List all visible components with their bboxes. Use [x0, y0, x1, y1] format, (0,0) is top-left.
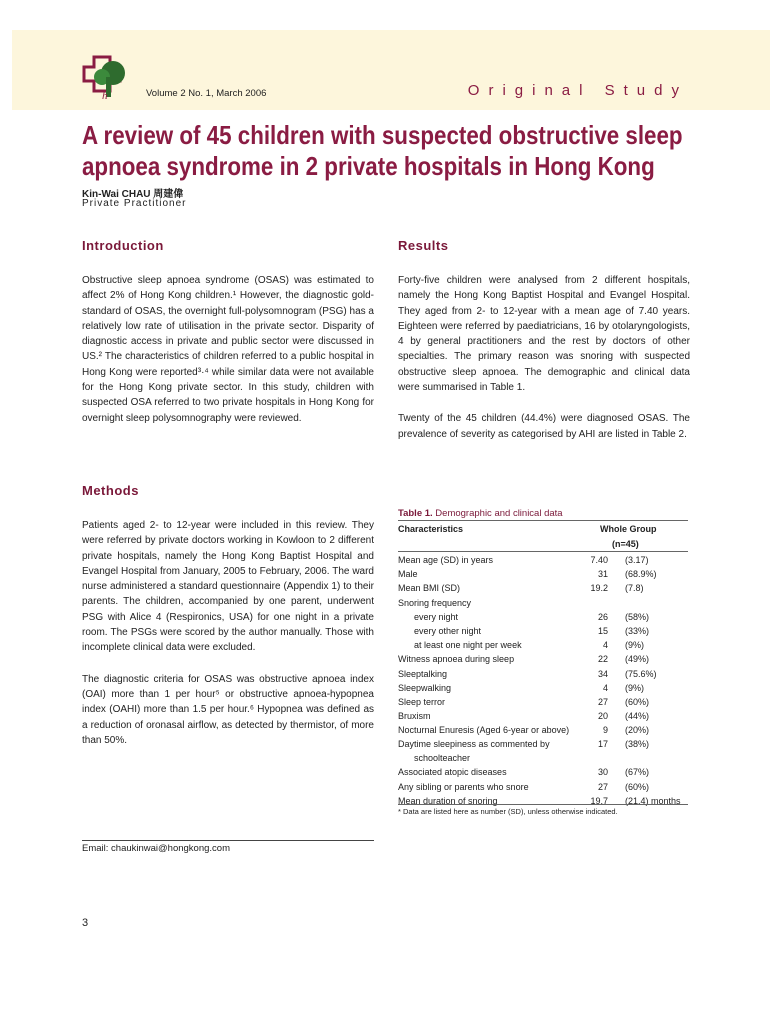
svg-text:h: h: [102, 90, 108, 101]
row-label: every other night: [414, 625, 482, 636]
author-email: Email: chaukinwai@hongkong.com: [82, 843, 230, 854]
methods-heading: Methods: [82, 483, 139, 498]
row-count: 30: [597, 767, 608, 778]
methods-paragraph-2: The diagnostic criteria for OSAS was obstructive apnoea index (OAI) more than 1 per hour⁵ or obstructive apnoea-hypopnea index (OAHI) more than 1.5 per hour.⁶ Hypopnea was defined as a reduction of oronasal airflow, as detected by thermistor, of more than 50%.: [82, 673, 374, 746]
table-row: [398, 738, 688, 766]
row-percent: (49%): [625, 654, 650, 665]
table-bottom-rule: [398, 804, 688, 805]
row-label: Mean duration of snoring: [398, 795, 498, 806]
table-row: [398, 611, 688, 625]
row-count: 9: [602, 725, 608, 736]
row-label: Bruxism: [398, 711, 431, 722]
row-label: Daytime sleepiness as commented by: [398, 739, 550, 750]
author-affiliation: Private Practitioner: [82, 198, 187, 209]
row-label: Snoring frequency: [398, 597, 472, 608]
row-percent: (20%): [625, 725, 650, 736]
title-line-1: A review of 45 children with suspected obstructive sleep: [82, 120, 683, 150]
row-percent: (21.4) months: [625, 795, 681, 806]
results-section: [398, 238, 690, 442]
row-percent: (9%): [625, 640, 645, 651]
footnote-divider: [82, 840, 374, 841]
row-label-continued: schoolteacher: [414, 753, 471, 764]
table-row: [398, 696, 688, 710]
table-row: [398, 568, 688, 582]
row-label: Any sibling or parents who snore: [398, 781, 529, 792]
header-characteristics: Characteristics: [398, 524, 464, 534]
table-caption: [398, 508, 563, 519]
row-count: 34: [597, 668, 608, 679]
results-paragraph-1: Forty-five children were analysed from 2 different hospitals, namely the Hong Kong Baptist Hospital and Evangel Hospital. They aged from 2- to 12-year with a mean age of 7.40 years. Eighteen were referred by paediatricians, 16 by otolaryngologists, 4 by general practitioners and the rest by doctors of other specialties. The primary reason was snoring with suspected obstructive sleep apnoea. The demographic and clinical data were summarised in Table 1.: [398, 275, 690, 394]
table-row: [398, 653, 688, 667]
row-count: 31: [597, 569, 608, 580]
introduction-section: [82, 238, 374, 426]
volume-issue: Volume 2 No. 1, March 2006: [146, 88, 267, 99]
methods-section: [82, 483, 374, 748]
row-percent: (60%): [625, 781, 650, 792]
row-percent: (60%): [625, 696, 650, 707]
table-footnote: * Data are listed here as number (SD), unless otherwise indicated.: [398, 807, 618, 816]
table-header: [398, 521, 688, 552]
table-body: [398, 554, 688, 809]
row-label: Nocturnal Enuresis (Aged 6-year or above): [398, 725, 570, 736]
section-label: Original Study: [467, 82, 688, 99]
table-row: [398, 625, 688, 639]
row-percent: (75.6%): [625, 668, 657, 679]
table-caption-label: Table 1.: [398, 508, 433, 519]
results-paragraph-2: Twenty of the 45 children (44.4%) were diagnosed OSAS. The prevalence of severity as categorised by AHI are listed in Table 2.: [398, 413, 690, 440]
row-label: every night: [414, 611, 459, 622]
row-count: 15: [597, 625, 608, 636]
introduction-heading: Introduction: [82, 238, 164, 253]
row-count: 4: [602, 682, 608, 693]
title-line-2: apnoea syndrome in 2 private hospitals in Hong Kong: [82, 151, 655, 181]
table-caption-text: Demographic and clinical data: [432, 508, 563, 519]
row-label: Sleeptalking: [398, 668, 448, 679]
row-count: 27: [597, 781, 608, 792]
row-label: Mean age (SD) in years: [398, 555, 494, 565]
methods-paragraph-1: Patients aged 2- to 12-year were included in this review. They were referred by private doctors working in Kowloon to 2 different private hospitals, namely the Hong Kong Baptist Hospital and Evangel Hospital from January, 2005 to February, 2006. The ward nurse administered a standard questionnaire (Appendix 1) to their parents. The children, accompanied by one parent, underwent PSG with Alice 4 (Respironics, USA) for one night in a private room. The PSGs were scored by the author manually. Those with incomplete clinical data were excluded.: [82, 520, 374, 654]
row-percent: (44%): [625, 711, 650, 722]
introduction-paragraph: Obstructive sleep apnoea syndrome (OSAS) was estimated to affect 2% of Hong Kong children.¹ However, the diagnostic gold-standard of OSAS, the overnight full-polysomnogram (PSG) has a relatively low rate of utilisation in the private sector. Disparity of diagnostic access in private and public sector were discussed in US.² The characteristics of children referred to a public hospital in Hong Kong were reported³·⁴ while similar data were not available for the Hong Kong private sector. In this study, children with suspected OSA referred to two private hospitals in Hong Kong for overnight sleep polysomnography were reviewed.: [82, 275, 374, 424]
table-row: [398, 710, 688, 724]
row-count: 19.2: [590, 583, 608, 594]
table-row: [398, 668, 688, 682]
row-percent: (3.17): [625, 555, 649, 565]
results-heading: Results: [398, 238, 449, 253]
row-percent: (68.9%): [625, 569, 657, 580]
row-count: 17: [597, 739, 608, 750]
header-n: (n=45): [612, 539, 639, 549]
row-label: Mean BMI (SD): [398, 583, 461, 594]
table-row: [398, 639, 688, 653]
row-label: Male: [398, 569, 418, 580]
row-label: Sleepwalking: [398, 682, 452, 693]
article-title: [82, 120, 683, 182]
row-label: at least one night per week: [414, 640, 522, 651]
row-percent: (33%): [625, 625, 650, 636]
journal-logo-icon: [80, 55, 130, 101]
table-row: [398, 781, 688, 795]
table-row: [398, 724, 688, 738]
row-label: Witness apnoea during sleep: [398, 654, 515, 665]
row-percent: (58%): [625, 611, 650, 622]
demographic-table: [398, 520, 688, 809]
row-label: Sleep terror: [398, 696, 446, 707]
row-count: 20: [597, 711, 608, 722]
page-number: 3: [82, 917, 89, 929]
table-row: [398, 597, 688, 611]
row-label: Associated atopic diseases: [398, 767, 507, 778]
table-row: [398, 682, 688, 696]
header-whole-group: Whole Group: [600, 524, 657, 534]
row-count: 27: [597, 696, 608, 707]
row-count: 19.7: [590, 795, 608, 806]
table-row: [398, 554, 688, 568]
table-row: [398, 766, 688, 780]
row-count: 26: [597, 611, 608, 622]
row-count: 4: [602, 640, 608, 651]
row-percent: (9%): [625, 682, 645, 693]
row-percent: (38%): [625, 739, 650, 750]
table-row: [398, 582, 688, 596]
row-percent: (67%): [625, 767, 650, 778]
author-name: Kin-Wai CHAU 周建偉: [82, 189, 184, 200]
row-percent: (7.8): [625, 583, 644, 594]
row-count: 7.40: [590, 555, 608, 565]
row-count: 22: [597, 654, 608, 665]
